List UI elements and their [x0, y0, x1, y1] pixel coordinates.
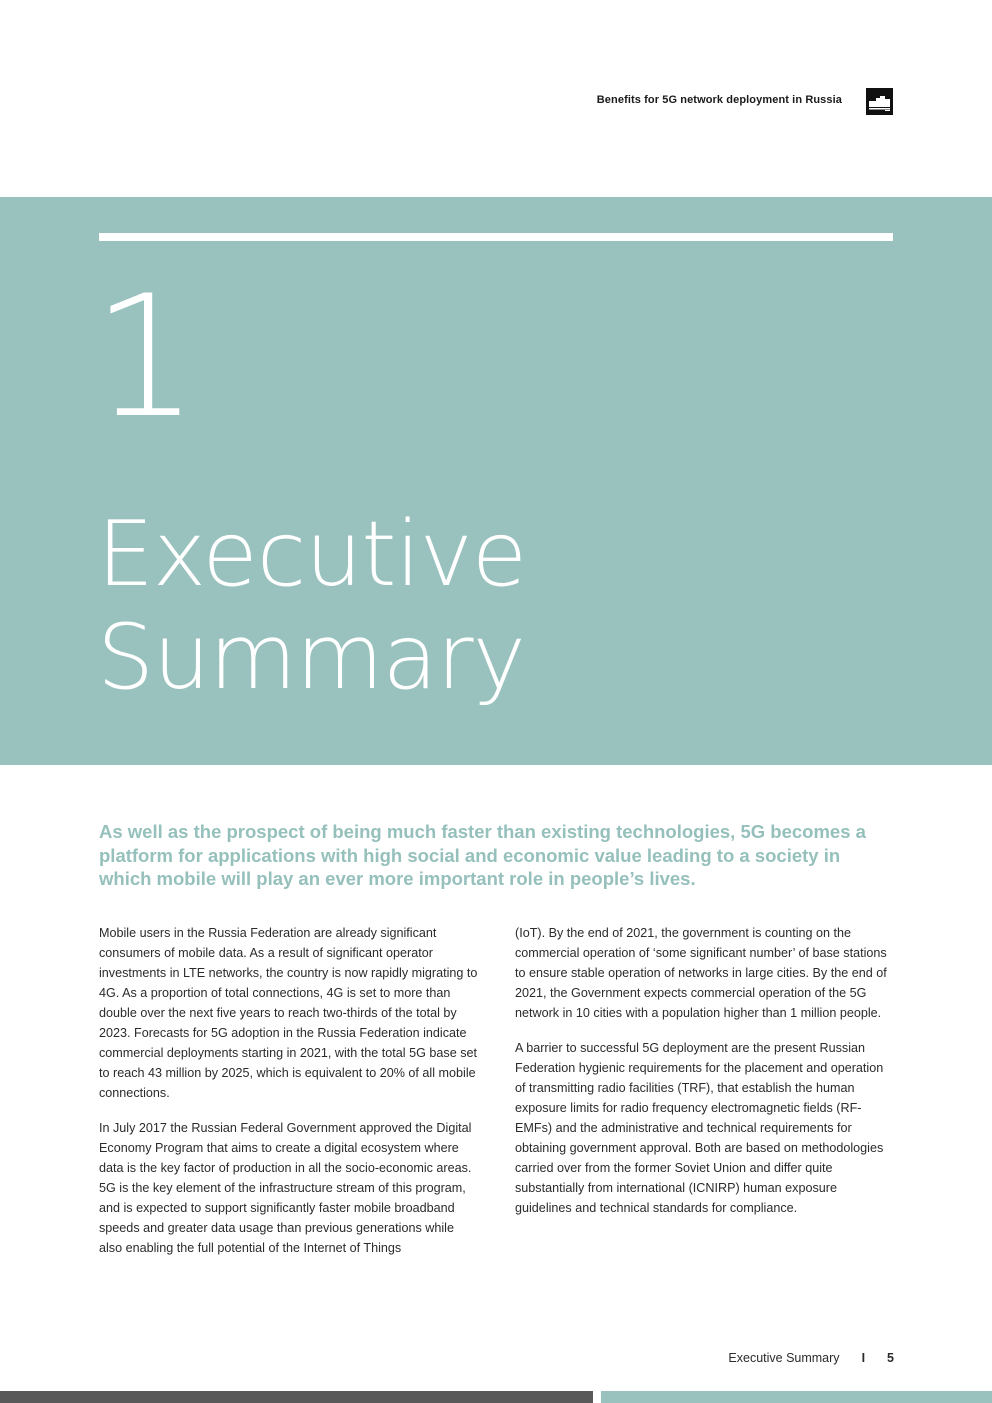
body-paragraph: In July 2017 the Russian Federal Government approved the Digital Economy Program that aims to create a digital ecosystem where data is the key factor of production in all the socio-economic areas. 5G is the key element of the infrastructure stream of this program, and is expected to support significantly faster mobile broadband speeds and greater data usage than previous generations while also enabling the full potential of the Internet of Things — [99, 1121, 472, 1255]
footer-bar-teal — [601, 1391, 992, 1403]
running-header-title: Benefits for 5G network deployment in Russia — [596, 94, 842, 106]
intro-paragraph: As well as the prospect of being much faster than existing technologies, 5G becomes a platform for applications with high social and economic value leading to a society in which mobile will play an ever more important role in people’s lives. — [99, 821, 866, 889]
body-paragraph: (IoT). By the end of 2021, the government is counting on the commercial operation of ‘some significant number’ of base stations to ensure stable operation of networks in large cities. By the end of 2021, the Government expects commercial operation of the 5G network in 10 cities with a population higher than 1 million people. — [515, 926, 887, 1020]
body-column-right — [515, 923, 895, 1233]
body-column-left — [99, 923, 479, 1273]
footer-bar-dark — [0, 1391, 593, 1403]
hero-divider — [99, 233, 893, 241]
chapter-hero-banner — [0, 197, 992, 765]
page-footer — [728, 1351, 894, 1365]
page-number: 5 — [887, 1351, 894, 1365]
chapter-number: 1 — [92, 259, 199, 455]
gsma-logo-icon — [866, 88, 893, 115]
body-paragraph: A barrier to successful 5G deployment are the present Russian Federation hygienic requirements for the placement and operation of transmitting radio facilities (TRF), that establish the human exposure limits for radio frequency electromagnetic fields (RF-EMFs) and the administrative and technical requirements for obtaining government approval. Both are based on methodologies carried over from the former Soviet Union and differ quite substantially from international (ICNIRP) human exposure guidelines and technical standards for compliance. — [515, 1041, 884, 1215]
chapter-title — [97, 503, 526, 709]
body-paragraph: Mobile users in the Russia Federation are already significant consumers of mobile data. As a result of significant operator investments in LTE networks, the country is now rapidly migrating to 4G. As a proportion of total connections, 4G is set to more than double over the next five years to reach two-thirds of the total by 2023. Forecasts for 5G adoption in the Russia Federation indicate commercial deployments starting in 2021, with the total 5G base set to reach 43 million by 2025, which is equivalent to 20% of all mobile connections. — [99, 926, 478, 1100]
chapter-title-line-1: Executive — [97, 502, 527, 607]
chapter-title-line-2: Summary — [97, 605, 525, 710]
footer-section-title: Executive Summary — [728, 1351, 840, 1365]
footer-separator: I — [861, 1351, 866, 1365]
